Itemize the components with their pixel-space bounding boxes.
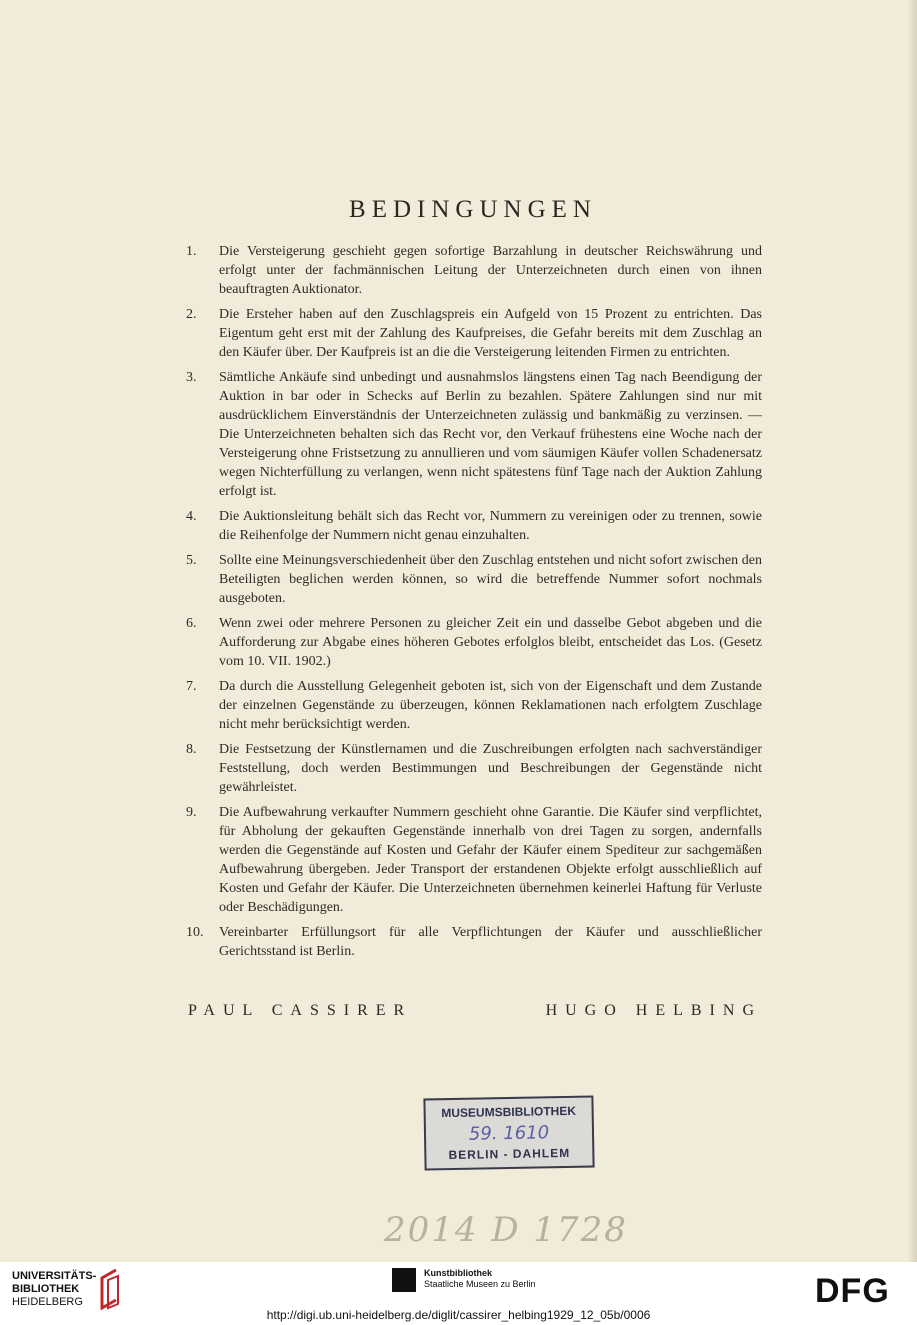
uni-logo-line: BIBLIOTHEK xyxy=(12,1283,80,1295)
document-url[interactable]: http://digi.ub.uni-heidelberg.de/diglit/cassirer_helbing1929_12_05b/0006 xyxy=(266,1308,651,1322)
conditions-list xyxy=(186,242,762,967)
condition-number: 1. xyxy=(186,244,197,259)
condition-text: Sämtliche Ankäufe sind unbedingt und ausnahmslos längstens einen Tag nach Beendigung der Auktion in bar oder in Schecks auf Berlin zu bezahlen. Spätere Zahlungen sind nur mit ausdrücklichem Einverständnis der Unterzeichneten zulässig und bankmäßig zu verzinsen. — Die Unterzeichneten behalten sich das Recht vor, den Verkauf frühestens eine Woche nach der Versteigerung ohne Fristsetzung zu annullieren und vom säumigen Käufer vollen Schadenersatz wegen Nichterfüllung zu verlangen, wenn nicht spätestens fünf Tage nach der Auktion Zahlung erfolgt ist. xyxy=(219,370,762,499)
handwritten-shelfmark: 2014 D 1728 xyxy=(384,1210,628,1250)
signature-hugo-helbing: HUGO HELBING xyxy=(545,1002,762,1019)
condition-text: Die Festsetzung der Künstlernamen und die Zuschreibungen erfolgten nach sachverständiger Feststellung, doch werden Bestimmungen und Beschreibungen der Gegenstände nicht gewährleistet. xyxy=(219,742,762,795)
condition-item xyxy=(186,368,762,501)
signature-paul-cassirer: PAUL CASSIRER xyxy=(188,1002,413,1019)
condition-number: 3. xyxy=(186,370,197,385)
heidelberg-mark-icon xyxy=(96,1268,122,1310)
stamp-location: BERLIN - DAHLEM xyxy=(448,1145,571,1163)
condition-item xyxy=(186,614,762,671)
condition-number: 9. xyxy=(186,805,197,820)
condition-item xyxy=(186,507,762,545)
library-stamp xyxy=(423,1096,594,1171)
kunstbibliothek-logo[interactable] xyxy=(392,1268,536,1292)
condition-text: Da durch die Ausstellung Gelegenheit geboten ist, sich von der Eigenschaft und dem Zustande der einzelnen Gegenstände zu überzeugen, können Reklamationen nach erfolgtem Zuschlage nicht mehr berücksichtigt werden. xyxy=(219,679,762,732)
page-title: BEDINGUNGEN xyxy=(349,196,597,223)
condition-number: 8. xyxy=(186,742,197,757)
condition-text: Sollte eine Meinungsverschiedenheit über den Zuschlag entstehen und nicht sofort zwischen den Beteiligten beglichen werden können, so wird die betreffende Nummer sofort nochmals ausgeboten. xyxy=(219,553,762,606)
condition-number: 10. xyxy=(186,925,204,940)
condition-number: 4. xyxy=(186,509,197,524)
condition-text: Vereinbarter Erfüllungsort für alle Verpflichtungen der Käufer und ausschließlicher Gerichtsstand ist Berlin. xyxy=(219,925,762,959)
condition-text: Die Aufbewahrung verkaufter Nummern geschieht ohne Garantie. Die Käufer sind verpflichtet, für Abholung der gekauften Gegenstände innerhalb von drei Tagen zu sorgen, andernfalls werden die Gegenstände auf Kosten und Gefahr der Käufer einem Spediteur zur sachgemäßen Aufbewahrung übergeben. Jeder Transport der erstandenen Objekte erfolgt ausschließlich auf Kosten und Gefahr der Käufer. Die Unterzeichneten übernehmen keinerlei Haftung für Verluste oder Beschädigungen. xyxy=(219,805,762,915)
condition-item xyxy=(186,305,762,362)
stamp-library-name: MUSEUMSBIBLIOTHEK xyxy=(441,1103,577,1121)
viewer-footer xyxy=(0,1262,917,1325)
heidelberg-library-logo[interactable] xyxy=(12,1270,96,1309)
condition-text: Die Auktionsleitung behält sich das Recht vor, Nummern zu vereinigen oder zu trennen, sowie die Reihenfolge der Nummern nicht genau einzuhalten. xyxy=(219,509,762,543)
condition-number: 6. xyxy=(186,616,197,631)
condition-item xyxy=(186,677,762,734)
kb-name: Kunstbibliothek xyxy=(424,1268,492,1278)
condition-item xyxy=(186,803,762,917)
condition-number: 2. xyxy=(186,307,197,322)
condition-item xyxy=(186,740,762,797)
uni-logo-line: HEIDELBERG xyxy=(12,1296,83,1308)
kb-subtitle: Staatliche Museen zu Berlin xyxy=(424,1279,536,1289)
condition-text: Wenn zwei oder mehrere Personen zu gleicher Zeit ein und dasselbe Gebot abgeben und die Aufforderung zur Abgabe eines höheren Gebotes erfolglos bleibt, entscheidet das Los. (Gesetz vom 10. VII. 1902.) xyxy=(219,616,762,669)
dfg-logo[interactable]: DFG xyxy=(815,1272,890,1310)
condition-number: 7. xyxy=(186,679,197,694)
signatures xyxy=(188,1002,762,1020)
condition-item xyxy=(186,242,762,299)
stamp-shelf-number: 59. 1610 xyxy=(468,1122,550,1145)
condition-item xyxy=(186,551,762,608)
kunstbibliothek-mark-icon xyxy=(392,1268,416,1292)
condition-number: 5. xyxy=(186,553,197,568)
condition-item xyxy=(186,923,762,961)
condition-text: Die Ersteher haben auf den Zuschlagspreis ein Aufgeld von 15 Prozent zu entrichten. Das Eigentum geht erst mit der Zahlung des Kaufpreises, die Gefahr bereits mit dem Zuschlag an den Käufer über. Der Kaufpreis ist an die die Versteigerung leitenden Firmen zu entrichten. xyxy=(219,307,762,360)
condition-text: Die Versteigerung geschieht gegen sofortige Barzahlung in deutscher Reichswährung und erfolgt unter der fachmännischen Leitung der Unterzeichneten durch einen von ihnen beauftragten Auktionator. xyxy=(219,244,762,297)
uni-logo-line: UNIVERSITÄTS- xyxy=(12,1270,97,1282)
